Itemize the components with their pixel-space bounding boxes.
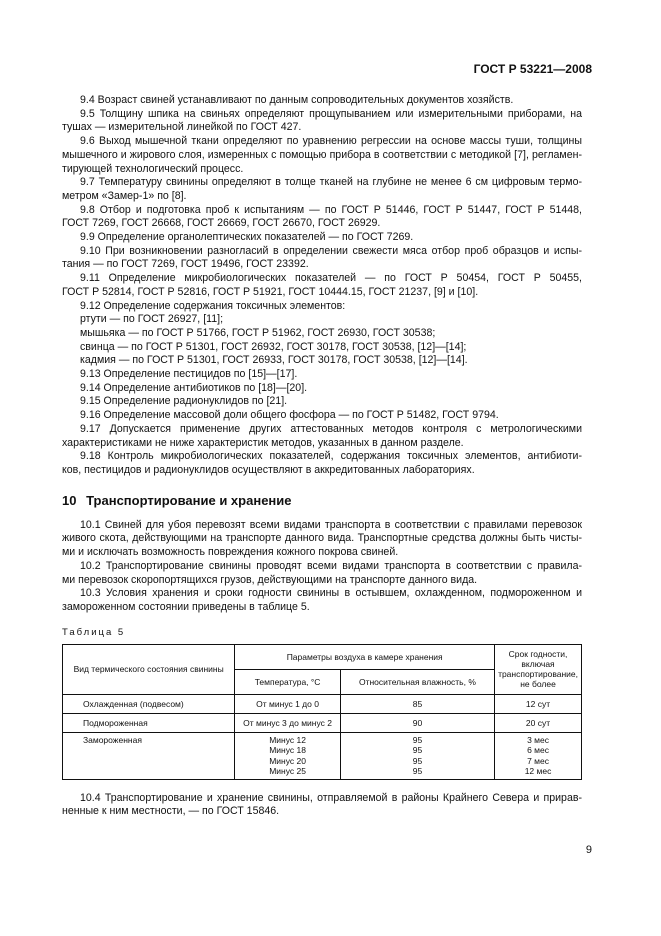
text-line: 10.3 Условия хранения и сроки годности свинины в остывшем, охлажденном, подмороженном и xyxy=(80,587,582,600)
section-10-4-paragraph xyxy=(62,792,582,819)
cell-shelf-life-list xyxy=(495,732,582,779)
text-line: 10.1 Свиней для убоя перевозят всеми видами транспорта в соответствии с правилами перевозок xyxy=(80,518,582,531)
page-content xyxy=(62,94,582,819)
text-line: 9.17 Допускается применение других аттестованных методов контроля с метрологическими xyxy=(80,422,582,435)
cell-humidity: 95 xyxy=(412,734,423,745)
text-line: 9.7 Температуру свинины определяют в толще тканей на глубине не менее 6 см цифровым термо- xyxy=(80,176,582,189)
text-line: ми и исключать возможность повреждения кожного покрова свиней. xyxy=(62,546,399,559)
section-10-paragraphs xyxy=(62,519,582,615)
table-caption: Таблица 5 xyxy=(62,626,126,638)
text-line: 9.14 Определение антибиотиков по [18]—[20]. xyxy=(80,381,308,394)
text-line: характеристиками не ниже характеристик методов, указанных в данном разделе. xyxy=(62,436,464,449)
header-state: Вид термического состояния свинины xyxy=(63,644,235,694)
text-line: 10.4 Транспортирование и хранение свинины, отправляемой в районы Крайнего Севера и прирав- xyxy=(80,791,582,804)
cell-humidity: 95 xyxy=(412,755,423,766)
text-line: 9.10 При возникновении разногласий в определении свежести мяса отбор проб образцов и испы- xyxy=(80,244,582,257)
text-line: живого скота, действующими на транспорте данного вида. Транспортные средства должны быть чисты- xyxy=(62,532,582,545)
page-number: 9 xyxy=(585,844,592,856)
text-line: 9.9 Определение органолептических показателей — по ГОСТ 7269. xyxy=(80,231,414,244)
text-line: тирующей технологический процесс. xyxy=(62,162,244,175)
text-line: 9.15 Определение радионуклидов по [21]. xyxy=(80,395,288,408)
cell-temperature: Минус 25 xyxy=(269,766,306,777)
text-line: тушах — измерительной линейкой по ГОСТ 427. xyxy=(62,121,302,134)
text-line: 9.4 Возраст свиней устанавливают по данным сопроводительных документов хозяйств. xyxy=(80,94,514,106)
header-air-params: Параметры воздуха в камере хранения xyxy=(235,644,495,669)
section-9-paragraphs xyxy=(62,94,582,478)
cell-shelf-life: 12 сут xyxy=(495,694,582,713)
text-line: 9.18 Контроль микробиологических показателей, содержания токсичных элементов, антибиоти- xyxy=(80,450,582,463)
text-line: свинца — по ГОСТ Р 51301, ГОСТ 26932, ГОСТ 30178, ГОСТ 30538, [12]—[14]; xyxy=(80,340,467,353)
text-line: ненные к ним местности, — по ГОСТ 15846. xyxy=(62,805,280,818)
table-row xyxy=(63,713,582,732)
cell-shelf-life: 6 мес xyxy=(527,745,549,756)
cell-shelf-life: 12 мес xyxy=(524,766,552,777)
text-line: ГОСТ Р 52814, ГОСТ Р 52816, ГОСТ Р 51921, ГОСТ 10444.15, ГОСТ 21237, [9] и [10]. xyxy=(62,285,479,298)
text-line: метром «Замер-1» по [8]. xyxy=(62,189,187,202)
text-line: 9.11 Определение микробиологических показателей — по ГОСТ Р 50454, ГОСТ Р 50455, xyxy=(80,272,582,285)
cell-shelf-life: 7 мес xyxy=(527,755,549,766)
cell-temperature: Минус 20 xyxy=(269,755,306,766)
text-line: 9.8 Отбор и подготовка проб к испытаниям — по ГОСТ Р 51446, ГОСТ Р 51447, ГОСТ Р 51448, xyxy=(80,203,582,216)
cell-humidity: 90 xyxy=(340,713,494,732)
storage-table xyxy=(62,644,582,780)
cell-humidity: 95 xyxy=(412,745,423,756)
cell-humidity-list xyxy=(340,732,494,779)
text-line: тания — по ГОСТ 7269, ГОСТ 19496, ГОСТ 23392. xyxy=(62,258,309,271)
cell-state: Замороженная xyxy=(63,732,235,779)
table-row-frozen xyxy=(63,732,582,779)
cell-temperature: Минус 12 xyxy=(269,734,306,745)
text-line: ГОСТ 7269, ГОСТ 26668, ГОСТ 26669, ГОСТ 26670, ГОСТ 26929. xyxy=(62,217,381,230)
text-line: 10.2 Транспортирование свинины проводят всеми видами транспорта в соответствии с правила- xyxy=(80,559,582,572)
header-shelf-life: Срок годности, включая транспортирование, не более xyxy=(495,644,582,694)
text-line: 9.16 Определение массовой доли общего фосфора — по ГОСТ Р 51482, ГОСТ 9794. xyxy=(80,409,499,422)
section-title: Транспортирование и хранение xyxy=(86,492,292,508)
cell-shelf-life: 20 сут xyxy=(495,713,582,732)
table-row xyxy=(63,694,582,713)
cell-temperature: От минус 3 до минус 2 xyxy=(235,713,341,732)
text-line: мышечного и жирового слоя, измеренных с помощью прибора в соответствии с методикой [7], регламен- xyxy=(62,148,582,161)
cell-humidity: 95 xyxy=(412,766,423,777)
text-line: ков, пестицидов и радионуклидов осуществляют в аккредитованных лабораториях. xyxy=(62,463,475,476)
text-line: 9.5 Толщину шпика на свиньях определяют прощупыванием или измерительными приборами, на xyxy=(80,107,582,120)
text-line: 9.13 Определение пестицидов по [15]—[17]. xyxy=(80,368,298,381)
text-line: 9.6 Выход мышечной ткани определяют по уравнению регрессии на основе массы туши, толщины xyxy=(80,135,582,148)
cell-state: Охлажденная (подвесом) xyxy=(63,694,235,713)
header-temperature: Температура, °С xyxy=(235,669,341,694)
text-line: мышьяка — по ГОСТ Р 51766, ГОСТ Р 51962, ГОСТ 26930, ГОСТ 30538; xyxy=(80,326,436,339)
text-line: 9.12 Определение содержания токсичных элементов: xyxy=(80,299,346,312)
cell-state: Подмороженная xyxy=(63,713,235,732)
cell-temperature: Минус 18 xyxy=(269,745,306,756)
cell-humidity: 85 xyxy=(340,694,494,713)
text-line: кадмия — по ГОСТ Р 51301, ГОСТ 26933, ГОСТ 30178, ГОСТ 30538, [12]—[14]. xyxy=(80,354,468,367)
cell-temperature-list xyxy=(235,732,341,779)
text-line: замороженном состоянии приведены в таблице 5. xyxy=(62,600,310,613)
header-humidity: Относительная влажность, % xyxy=(340,669,494,694)
cell-shelf-life: 3 мес xyxy=(527,734,549,745)
text-line: ртути — по ГОСТ 26927, [11]; xyxy=(80,313,224,326)
section-number: 10 xyxy=(62,492,77,508)
text-line: ми перевозок скоропортящихся грузов, действующими на транспорте данного вида. xyxy=(62,573,478,586)
cell-temperature: От минус 1 до 0 xyxy=(235,694,341,713)
document-code: ГОСТ Р 53221—2008 xyxy=(473,62,592,76)
section-heading xyxy=(62,493,582,508)
